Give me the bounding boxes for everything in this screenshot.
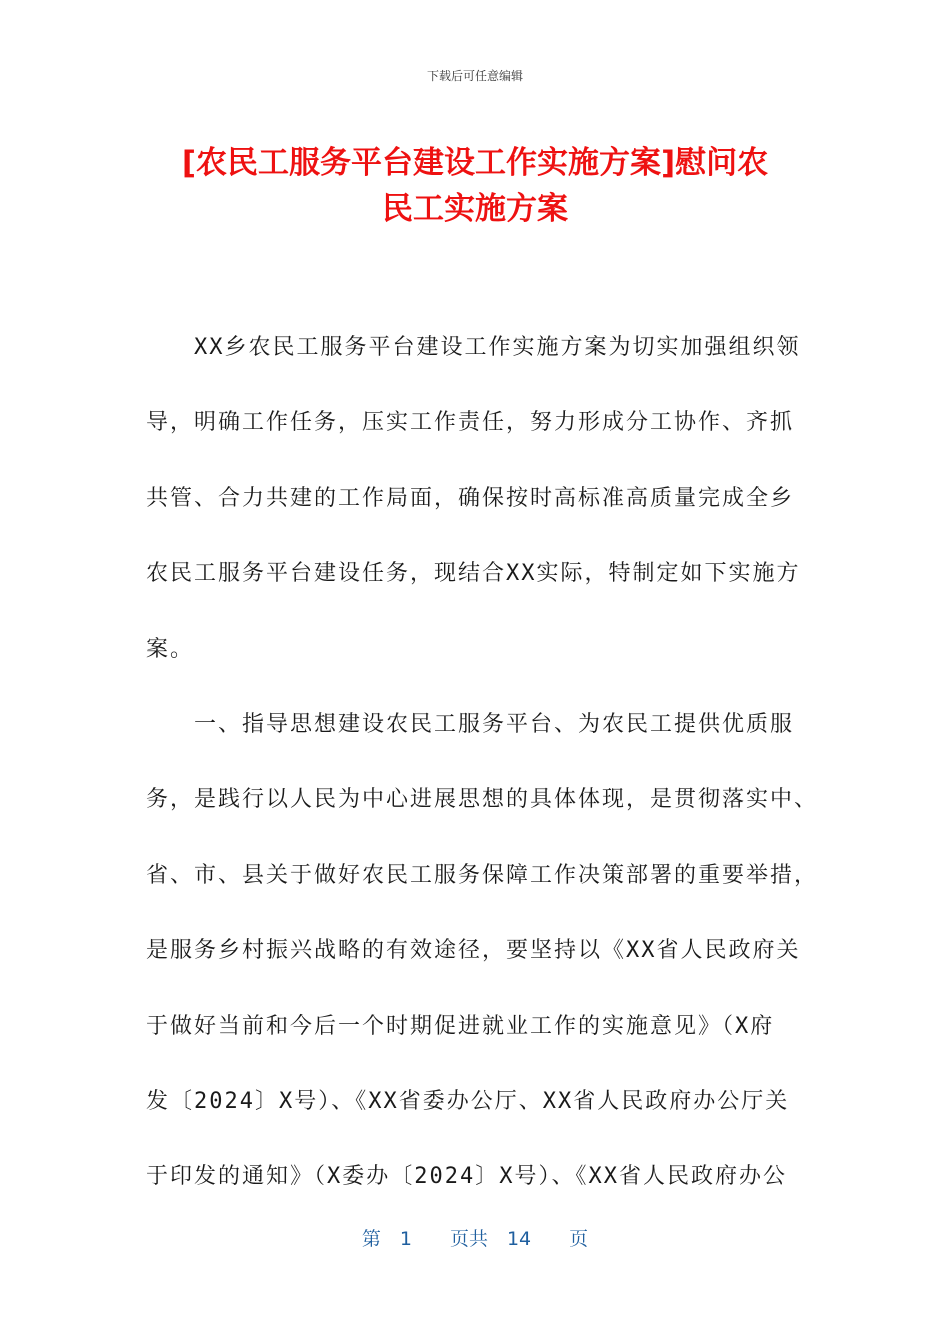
body-line: 导，明确工作任务，压实工作责任，努力形成分工协作、齐抓: [146, 410, 795, 436]
body-line: XX乡农民工服务平台建设工作实施方案为切实加强组织领: [146, 335, 801, 360]
body-line: 农民工服务平台建设任务，现结合XX实际，特制定如下实施方: [146, 561, 801, 587]
title-line: 民工实施方案: [382, 191, 568, 227]
body-line: 于做好当前和今后一个时期促进就业工作的实施意见》（X府: [146, 1013, 775, 1039]
body-line: 发〔2024〕X号）、《XX省委办公厅、XX省人民政府办公厅关: [146, 1088, 790, 1114]
document-body: [146, 310, 819, 1215]
body-line: 一、指导思想建设农民工服务平台、为农民工提供优质服: [146, 711, 795, 737]
header-note: 下载后可任意编辑: [426, 69, 523, 83]
document-title: [130, 140, 820, 232]
page-number-footer: 第 1 页共 14 页: [361, 1228, 589, 1250]
body-line: 务，是践行以人民为中心进展思想的具体体现，是贯彻落实中、: [146, 787, 819, 813]
body-line: 省、市、县关于做好农民工服务保障工作决策部署的重要举措，: [146, 862, 819, 888]
body-line: 是服务乡村振兴战略的有效途径，要坚持以《XX省人民政府关: [146, 938, 801, 964]
body-line: 共管、合力共建的工作局面，确保按时高标准高质量完成全乡: [146, 485, 795, 511]
title-line: [农民工服务平台建设工作实施方案]慰问农: [181, 145, 769, 181]
body-line: 于印发的通知》（X委办〔2024〕X号）、《XX省人民政府办公: [146, 1164, 787, 1190]
body-line: 案。: [146, 636, 195, 662]
